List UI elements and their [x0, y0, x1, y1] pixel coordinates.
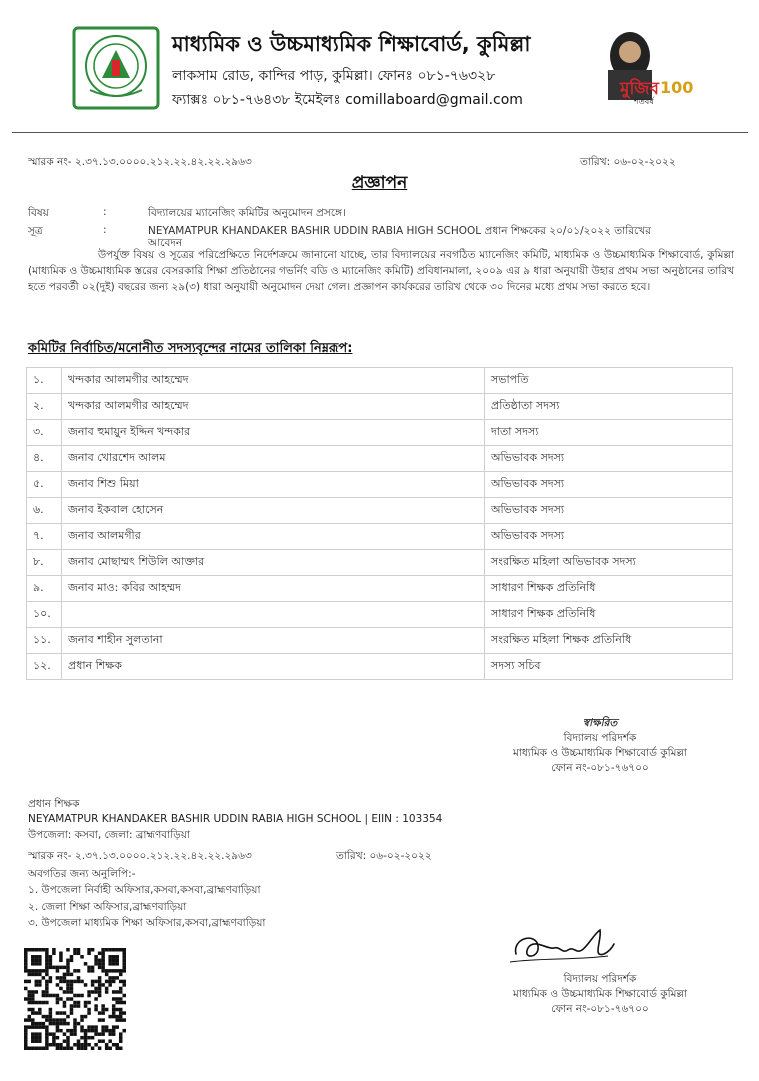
mujib-centenary-logo: [590, 26, 694, 112]
qr-code: [24, 948, 126, 1050]
member-row: [27, 654, 733, 680]
copies-item: ৩. উপজেলা মাধ্যমিক শিক্ষা অফিসার,কসবা,ব্রাহ্মণবাড়িয়া: [28, 917, 266, 929]
member-row: [27, 472, 733, 498]
signatory-block-1: [440, 716, 759, 776]
member-role: অভিভাবক সদস্য: [485, 472, 733, 498]
member-name: জনাব শিশু মিয়া: [62, 472, 485, 498]
mujib-sub-text: শতবর্ষ: [634, 97, 654, 106]
member-number: ৮.: [27, 550, 62, 576]
member-name: জনাব ইকবাল হোসেন: [62, 498, 485, 524]
member-role: সদস্য সচিব: [485, 654, 733, 680]
board-address: লাকসাম রোড, কান্দির পাড়, কুমিল্লা। ফোনঃ ০৮১-৭৬৩২৮: [172, 68, 496, 84]
member-role: সাধারণ শিক্ষক প্রতিনিধি: [485, 576, 733, 602]
member-number: ২.: [27, 394, 62, 420]
board-name: মাধ্যমিক ও উচ্চমাধ্যমিক শিক্ষাবোর্ড, কুমিল্লা: [172, 32, 531, 56]
member-name: জনাব শাহীন সুলতানা: [62, 628, 485, 654]
memo-ref: স্মারক নং- ২.৩৭.১৩.০০০০.২১২.২২.৪২.২২.২৯৬৩: [28, 156, 252, 168]
members-heading: কমিটির নির্বাচিত/মনোনীত সদস্যবৃন্দের নামের তালিকা নিম্নরূপ:: [28, 341, 353, 356]
mujib-100-text: 100: [660, 78, 694, 97]
member-name: জনাব হুমায়ুন ইদ্দিন খন্দকার: [62, 420, 485, 446]
notice-title: প্রজ্ঞাপন: [351, 173, 408, 193]
member-role: অভিভাবক সদস্য: [485, 498, 733, 524]
signature-image: [508, 924, 616, 968]
subject-label: বিষয়: [28, 207, 49, 219]
member-number: ১১.: [27, 628, 62, 654]
source-value-line1: NEYAMATPUR KHANDAKER BASHIR UDDIN RABIA HIGH SCHOOL প্রধান শিক্ষকের ২০/০১/২০২২ তারিখের: [148, 225, 651, 237]
copies-item: ১. উপজেলা নির্বাহী অফিসার,কসবা,কসবা,ব্রাহ্মণবাড়িয়া: [28, 884, 261, 896]
signatory2-phone: ফোন নং-০৮১-৭৬৭০০: [551, 1003, 649, 1015]
member-name: জনাব মাও: কবির আহম্মদ: [62, 576, 485, 602]
member-number: ৩.: [27, 420, 62, 446]
member-role: অভিভাবক সদস্য: [485, 524, 733, 550]
member-row: [27, 420, 733, 446]
subject-colon: :: [103, 206, 107, 218]
signed-label: স্বাক্ষরিত: [582, 717, 618, 729]
member-name: খন্দকার আলমগীর আহম্মেদ: [62, 368, 485, 394]
member-row: [27, 628, 733, 654]
member-name: খন্দকার আলমগীর আহম্মেদ: [62, 394, 485, 420]
members-table: [26, 367, 733, 680]
member-number: ৬.: [27, 498, 62, 524]
copies-item: ২. জেলা শিক্ষা অফিসার,ব্রাহ্মণবাড়িয়া: [28, 901, 187, 913]
signatory1-designation: বিদ্যালয় পরিদর্শক: [563, 732, 637, 744]
memo-date: তারিখ: ০৬-০২-২০২২: [580, 156, 676, 168]
header-divider: [12, 132, 748, 133]
member-role: সাধারণ শিক্ষক প্রতিনিধি: [485, 602, 733, 628]
member-row: [27, 602, 733, 628]
member-row: [27, 394, 733, 420]
member-number: ৪.: [27, 446, 62, 472]
member-row: [27, 498, 733, 524]
member-role: অভিভাবক সদস্য: [485, 446, 733, 472]
signatory1-phone: ফোন নং-০৮১-৭৬৭০০: [551, 762, 649, 774]
member-role: প্রতিষ্ঠাতা সদস্য: [485, 394, 733, 420]
member-name: জনাব আলমগীর: [62, 524, 485, 550]
member-role: সংরক্ষিত মহিলা অভিভাবক সদস্য: [485, 550, 733, 576]
member-name: জনাব খোরশেদ আলম: [62, 446, 485, 472]
member-row: [27, 576, 733, 602]
member-row: [27, 524, 733, 550]
memo2-ref: স্মারক নং- ২.৩৭.১৩.০০০০.২১২.২২.৪২.২২.২৯৬৩: [28, 850, 252, 862]
member-number: ৫.: [27, 472, 62, 498]
member-row: [27, 446, 733, 472]
recipient-school: NEYAMATPUR KHANDAKER BASHIR UDDIN RABIA HIGH SCHOOL | EIIN : 103354: [28, 813, 443, 825]
member-row: [27, 368, 733, 394]
signatory-block-2: [440, 972, 759, 1017]
source-value-line2: আবেদন: [148, 237, 183, 249]
recipient-location: উপজেলা: কসবা, জেলা: ব্রাহ্মণবাড়িয়া: [28, 829, 190, 841]
member-number: ৭.: [27, 524, 62, 550]
member-name: প্রধান শিক্ষক: [62, 654, 485, 680]
member-role: সংরক্ষিত মহিলা শিক্ষক প্রতিনিধি: [485, 628, 733, 654]
member-name: জনাব মোছাম্মৎ শিউলি আক্তার: [62, 550, 485, 576]
memo2-date: তারিখ: ০৬-০২-২০২২: [336, 850, 432, 862]
member-number: ১.: [27, 368, 62, 394]
member-number: ১০.: [27, 602, 62, 628]
member-role: সভাপতি: [485, 368, 733, 394]
body-paragraph: উপর্যুক্ত বিষয় ও সূত্রের পরিপ্রেক্ষিতে নির্দেশক্রমে জানানো যাচ্ছে, তার বিদ্যালয়ের নবগঠিত ম্যানেজিং কমিটি, মাধ্যমিক ও উচ্চমাধ্যমিক শিক্ষাবোর্ড, কুমিল্লা (মাধ্যমিক ও উচ্চমাধ্যমিক স্তরের বেসরকারি শিক্ষা প্রতিষ্ঠানের গভর্নিং বডি ও ম্যানেজিং কমিটি) প্রবিধানমালা, ২০০৯ এর ৯ ধারা অনুযায়ী উহার প্রথম সভা অনুষ্ঠানের তারিখ হতে পরবর্তী ০২(দুই) বছরের জন্য ২৯(৩) ধারা অনুযায়ী অনুমোদন দেয়া গেল। প্রজ্ঞাপন কার্যকরের তারিখ থেকে ৩০ দিনের মধ্যে প্রথম সভা করতে হবে।: [28, 249, 734, 293]
member-number: ৯.: [27, 576, 62, 602]
board-contact: ফ্যাক্সঃ ০৮১-৭৬৪৩৮ ইমেইলঃ comillaboard@gmail.com: [172, 92, 523, 108]
board-logo: [72, 26, 160, 110]
signatory2-designation: বিদ্যালয় পরিদর্শক: [563, 973, 637, 985]
copies-heading: অবগতির জন্য অনুলিপি:-: [28, 868, 136, 880]
mujib-text: মুজিব: [620, 79, 659, 99]
source-colon: :: [103, 224, 107, 236]
member-role: দাতা সদস্য: [485, 420, 733, 446]
member-row: [27, 550, 733, 576]
signatory1-board: মাধ্যমিক ও উচ্চমাধ্যমিক শিক্ষাবোর্ড কুমিল্লা: [513, 747, 687, 759]
recipient-title: প্রধান শিক্ষক: [28, 798, 80, 810]
subject-value: বিদ্যালয়ের ম্যানেজিং কমিটির অনুমোদন প্রসঙ্গে।: [148, 207, 346, 219]
member-name: [62, 602, 485, 628]
source-label: সূত্র: [28, 225, 43, 237]
signatory2-board: মাধ্যমিক ও উচ্চমাধ্যমিক শিক্ষাবোর্ড কুমিল্লা: [513, 988, 687, 1000]
member-number: ১২.: [27, 654, 62, 680]
